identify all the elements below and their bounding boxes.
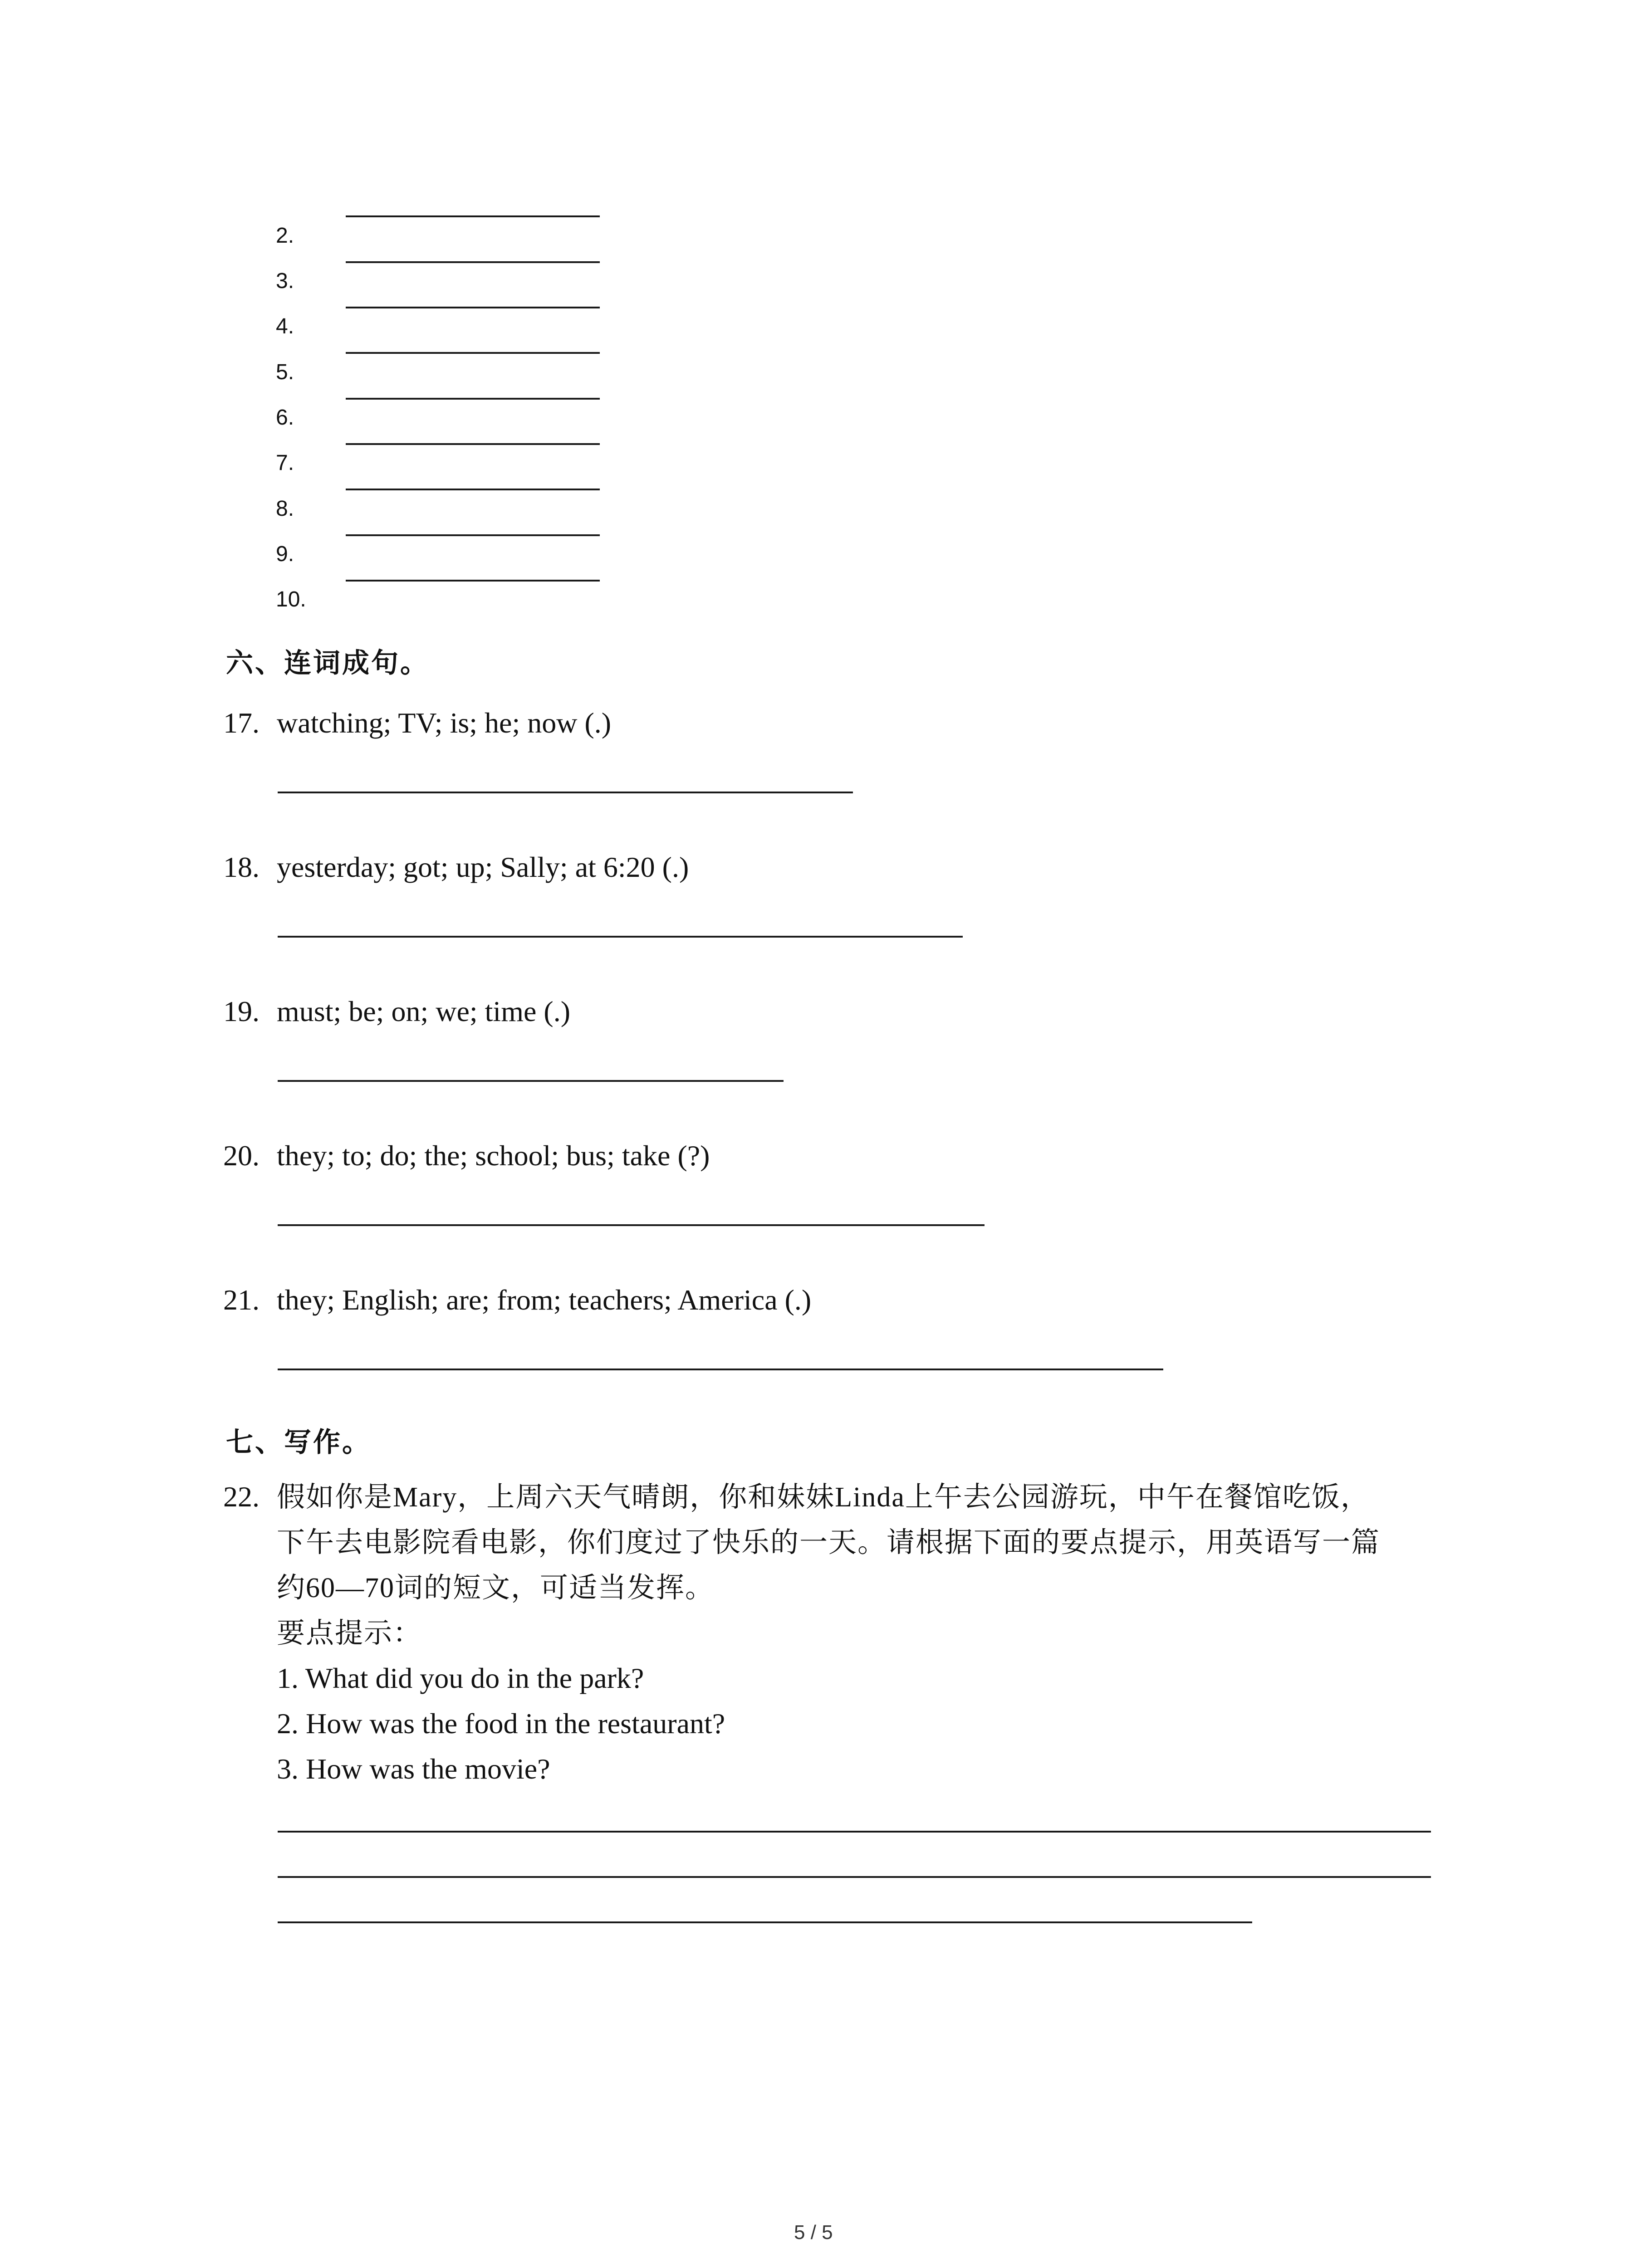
writing-prompt-line: 下午去电影院看电影，你们度过了快乐的一天。请根据下面的要点提示，用英语写一篇 bbox=[277, 1527, 1381, 1558]
answer-blank-line[interactable] bbox=[346, 398, 600, 400]
answer-blank-line[interactable] bbox=[346, 352, 600, 354]
question-21-answer-line[interactable] bbox=[278, 1369, 1163, 1370]
writing-answer-line[interactable] bbox=[278, 1831, 1431, 1833]
question-19-answer-line[interactable] bbox=[278, 1080, 784, 1082]
answer-blank-line[interactable] bbox=[346, 489, 600, 490]
question-18-answer-line[interactable] bbox=[278, 936, 963, 938]
question-17-answer-line[interactable] bbox=[278, 792, 853, 793]
question-20-answer-line[interactable] bbox=[278, 1224, 985, 1226]
question-19-number: 19. bbox=[223, 995, 260, 1027]
answer-blank-line[interactable] bbox=[346, 443, 600, 445]
question-20-number: 20. bbox=[223, 1139, 260, 1172]
answer-blank-line[interactable] bbox=[346, 580, 600, 582]
hint-item: 3. How was the movie? bbox=[277, 1753, 550, 1785]
blank-number: 10. bbox=[276, 587, 306, 611]
question-18-number: 18. bbox=[223, 851, 260, 883]
answer-blank-line[interactable] bbox=[346, 534, 600, 536]
question-18-text: yesterday; got; up; Sally; at 6:20 (.) bbox=[277, 851, 689, 883]
section-6-heading: 六、连词成句。 bbox=[226, 647, 429, 679]
question-20-text: they; to; do; the; school; bus; take (?) bbox=[277, 1139, 710, 1172]
writing-prompt-line: 假如你是Mary，上周六天气晴朗，你和妹妹Linda上午去公园游玩，中午在餐馆吃饭， bbox=[277, 1482, 1370, 1513]
hint-item: 1. What did you do in the park? bbox=[277, 1662, 644, 1694]
hints-label: 要点提示： bbox=[277, 1618, 422, 1649]
blank-number: 6. bbox=[276, 406, 294, 430]
blank-number: 3. bbox=[276, 269, 294, 293]
blank-number: 5. bbox=[276, 360, 294, 384]
question-21-text: they; English; are; from; teachers; America (.) bbox=[277, 1284, 812, 1316]
question-21-number: 21. bbox=[223, 1284, 260, 1316]
answer-blank-line[interactable] bbox=[346, 261, 600, 263]
writing-prompt-line: 约60—70词的短文，可适当发挥。 bbox=[277, 1573, 715, 1603]
answer-blank-line[interactable] bbox=[346, 215, 600, 217]
blank-number: 2. bbox=[276, 224, 294, 248]
question-22-number: 22. bbox=[223, 1481, 260, 1513]
writing-answer-line[interactable] bbox=[278, 1876, 1431, 1878]
blank-number: 8. bbox=[276, 497, 294, 521]
answer-blank-line[interactable] bbox=[346, 307, 600, 308]
question-17-text: watching; TV; is; he; now (.) bbox=[277, 707, 612, 739]
question-17-number: 17. bbox=[223, 707, 260, 739]
page-number: 5 / 5 bbox=[794, 2221, 833, 2244]
section-7-heading: 七、写作。 bbox=[226, 1427, 371, 1458]
writing-answer-line[interactable] bbox=[278, 1921, 1252, 1923]
blank-number: 9. bbox=[276, 542, 294, 566]
hint-item: 2. How was the food in the restaurant? bbox=[277, 1707, 725, 1740]
blank-number: 7. bbox=[276, 451, 294, 475]
question-19-text: must; be; on; we; time (.) bbox=[277, 995, 570, 1027]
blank-number: 4. bbox=[276, 314, 294, 338]
